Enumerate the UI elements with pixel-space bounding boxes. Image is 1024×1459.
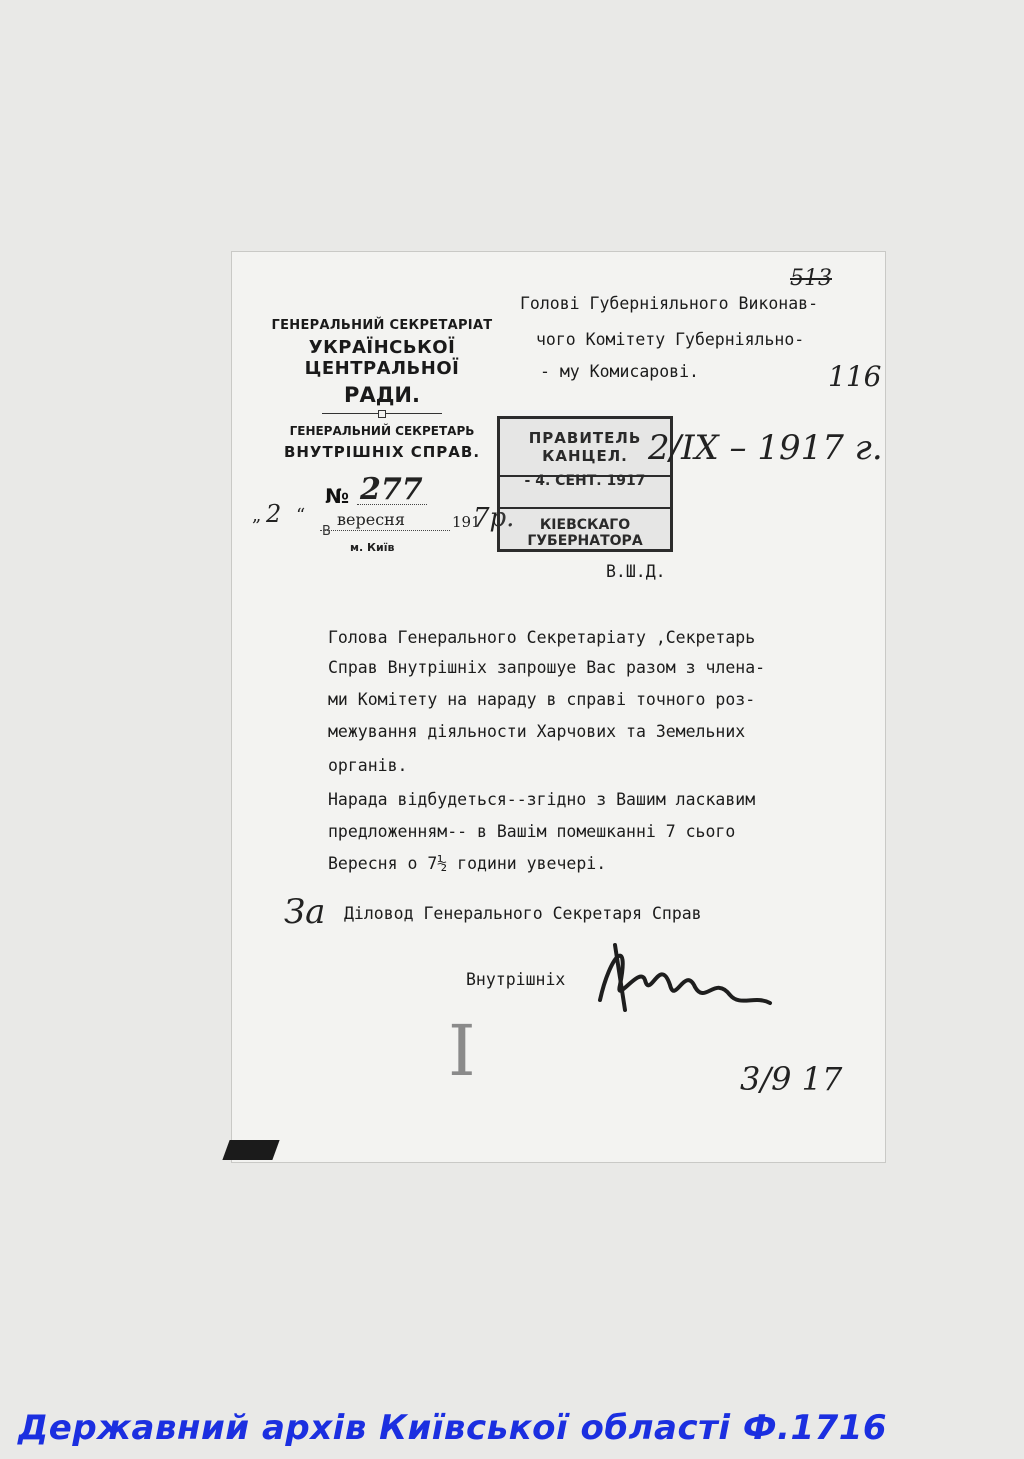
body-line-4: межування діяльности Харчових та Земельних bbox=[328, 722, 746, 741]
sheet-number: 116 bbox=[828, 360, 882, 393]
received-date: 2/IX – 1917 г. bbox=[648, 428, 883, 468]
archive-number: 513 bbox=[790, 266, 832, 291]
body-line-5: органів. bbox=[328, 756, 408, 775]
date-year-printed: 191 bbox=[452, 513, 481, 531]
addressee-line-1: Голові Губерніяльного Виконав- bbox=[520, 294, 819, 313]
chancellery-stamp bbox=[497, 416, 673, 552]
sheet-fold-corner bbox=[222, 1140, 279, 1160]
number-underline bbox=[357, 504, 427, 505]
letterhead-line-4: ГЕНЕРАЛЬНИЙ СЕКРЕТАРЬ bbox=[289, 424, 475, 438]
body-line-6: Нарада відбудеться--згідно з Вашим ласкавим bbox=[328, 790, 756, 809]
body-line-8: Вересня о 7½ години увечері. bbox=[328, 854, 607, 873]
body-line-3: ми Комітету на нараду в справі точного роз- bbox=[328, 690, 756, 709]
date-quote-close: “ bbox=[296, 505, 306, 526]
letterhead-line-3: РАДИ. bbox=[344, 383, 420, 407]
date-year-handwritten: 7р. bbox=[473, 503, 515, 533]
date-day-handwritten: 2 bbox=[266, 500, 282, 528]
number-handwritten: 277 bbox=[360, 472, 423, 507]
addressee-line-2: чого Комітету Губерніяльно- bbox=[536, 330, 805, 349]
archive-caption: Державний архів Київської області Ф.1716 bbox=[18, 1408, 888, 1448]
letterhead-divider bbox=[322, 413, 442, 414]
stamp-line-1: ПРАВИТЕЛЬ КАНЦЕЛ. bbox=[500, 429, 670, 477]
date-mark: 3/9 17 bbox=[740, 1060, 843, 1098]
roman-mark: I bbox=[448, 1010, 476, 1092]
letterhead-line-2: УКРАЇНСЬКОЇ ЦЕНТРАЛЬНОЇ bbox=[304, 337, 460, 379]
date-underline bbox=[320, 530, 450, 531]
signature-scribble bbox=[590, 925, 780, 1025]
date-city: м. Київ bbox=[350, 541, 395, 554]
stamp-line-3: КІЕВСКАГО ГУБЕРНАТОРА bbox=[500, 507, 670, 549]
body-line-2: Справ Внутрішніх запрошуе Вас разом з члена- bbox=[328, 658, 766, 677]
body-line-7: предложенням-- в Вашім помешканні 7 сього bbox=[328, 822, 736, 841]
date-quote-open: „ bbox=[252, 505, 262, 526]
letterhead-line-1: ГЕНЕРАЛЬНИЙ СЕКРЕТАРІАТ bbox=[271, 318, 493, 333]
signature-line-2: Внутрішніх bbox=[466, 970, 566, 989]
stamp-line-2: - 4. СЕНТ. 1917 bbox=[524, 473, 646, 489]
date-in-prefix: В bbox=[322, 524, 331, 539]
signature-line-1: Діловод Генерального Секретаря Справ bbox=[344, 904, 702, 923]
letterhead bbox=[240, 318, 524, 461]
date-month: вересня bbox=[337, 510, 405, 529]
body-line-1: Голова Генерального Секретаріату ,Секретарь bbox=[328, 628, 756, 647]
number-label: № bbox=[325, 484, 350, 508]
addressee-line-3: - му Комисарові. bbox=[540, 362, 699, 381]
initials: В.Ш.Д. bbox=[606, 562, 666, 581]
za-handwritten: За bbox=[284, 892, 326, 932]
letterhead-line-5: ВНУТРІШНІХ СПРАВ. bbox=[283, 443, 481, 461]
